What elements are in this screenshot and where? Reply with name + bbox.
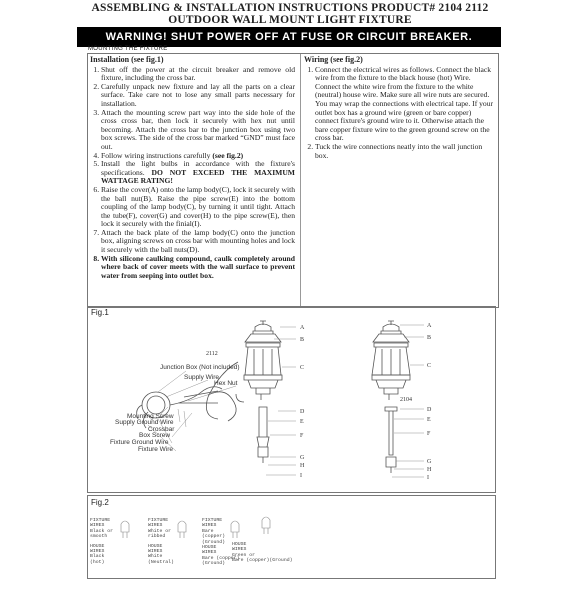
callout-label: Supply Ground Wire (115, 419, 174, 426)
part-letter: A (300, 325, 305, 331)
wire-text: (Ground) (202, 561, 226, 567)
wire-text: WIRES (232, 547, 247, 553)
wire-text: WIRES (202, 550, 217, 556)
installation-step: 3. Attach the mounting screw part way into the side hole of the cross cross bar, then lock it securely with hex nut until becoming. Attach the cross bar to the junction box using two box screws. The side of the cross bar marked “GND” must face out. (101, 109, 295, 152)
part-letter: E (427, 417, 431, 423)
part-letter: I (300, 473, 302, 479)
wire-text: FIXTURE (148, 518, 169, 523)
wire-text: Bare (202, 528, 214, 534)
wiring-step: 2. Tuck the wire connections neatly into the wall junction box. (315, 143, 494, 160)
wire-text: White or (148, 528, 172, 534)
installation-step: 7. Attach the back plate of the lamp body(C) onto the junction box, aligning screws on cross bar with mounting holes and lock it securely with the ball nuts(D). (101, 229, 295, 255)
step-text: Install the light bulbs in accordance with the fixture's specifications. (101, 159, 295, 177)
wiring-steps (304, 66, 494, 161)
part-letters-left (300, 325, 305, 479)
part-letter: G (427, 459, 432, 465)
part-letters-right (427, 323, 432, 481)
part-letter: A (427, 323, 432, 329)
wire-text: WIRES (202, 523, 217, 529)
callout-label: Junction Box (Not included) (160, 364, 240, 371)
part-letter: G (300, 455, 305, 461)
figure-2 (87, 495, 496, 579)
model-2104-label: 2104 (400, 397, 412, 403)
wire-text: ribbed (148, 534, 166, 540)
wire-text: (copper) (202, 534, 226, 540)
wire-text: (Neutral) (148, 559, 174, 565)
part-letter: H (300, 463, 305, 469)
callout-label: Fixture Wire (138, 446, 174, 453)
wire-text: WIRES (90, 523, 105, 529)
callout-label: Box Screw (139, 432, 171, 439)
installation-step: 6. Raise the cover(A) onto the lamp body(C), lock it securely with the ball nut(B). Raise the pipe screw(E) into the bottom coupling of the lamp body(C), by turning it until tight. Attach the tube(F), cover(G) and cover(H) to the pipe screw(E), then lock it securely with the finial(I). (101, 186, 295, 229)
wire-text: WIRES (90, 549, 105, 555)
part-letter: D (300, 409, 305, 415)
wire-text: FIXTURE (90, 518, 111, 523)
wire-text: Black (90, 554, 105, 560)
wire-text: smooth (90, 534, 108, 540)
figure-1-label: Fig.1 (91, 308, 109, 317)
step-emphasis: DO NOT EXCEED THE MAXIMUM WATTAGE RATING! (101, 167, 295, 186)
wire-text: Bare (copper)(Ground) (232, 558, 293, 564)
wire-text: Green or (232, 552, 256, 558)
wire-text: HOUSE (90, 543, 105, 549)
wiring-heading: Wiring (see fig.2) (304, 55, 363, 64)
callout-label: Fixture Ground Wire (110, 439, 169, 446)
wire-nut-icon (231, 521, 239, 538)
installation-column (90, 56, 295, 280)
wire-text: WIRES (148, 523, 163, 529)
wire-nut-icon (121, 521, 129, 538)
installation-heading: Installation (see fig.1) (90, 55, 164, 64)
callout-label: Supply Wire (184, 374, 220, 381)
wire-text: HOUSE (202, 545, 217, 551)
step-text: Follow wiring instructions carefully (101, 150, 213, 160)
wire-nut-icon (262, 517, 270, 534)
wire-nut-icons (88, 496, 495, 578)
instructions-box (87, 53, 499, 308)
part-letter: B (300, 337, 305, 343)
document-subtitle: OUTDOOR WALL MOUNT LIGHT FIXTURE (168, 14, 412, 26)
figure-1 (87, 306, 496, 493)
wire-text: FIXTURE (202, 518, 223, 523)
callout-label: Crossbar (148, 426, 175, 433)
callout-label: Mounting Screw (127, 413, 174, 420)
wire-text: White (148, 554, 163, 560)
warning-text: WARNING! SHUT POWER OFF AT FUSE OR CIRCUIT BREAKER. (105, 31, 473, 43)
warning-banner (77, 27, 501, 47)
wiring-step: 1. Connect the electrical wires as follows. Connect the black wire from the fixture to the black house (hot) Wire. Connect the white wire from the fixture to the white (neutral) house wire. Make sure all wire nuts are secured. You may wrap the connections with electrical tape. If your outlet box has a ground wire (green or bare copper) connect fixture's ground wire to it. Otherwise attach the bare copper fixture wire to the green ground screw on the cross bar. (315, 66, 494, 143)
installation-step (101, 160, 295, 186)
figure-1-drawing (88, 307, 495, 492)
wire-text: (hot) (90, 559, 105, 565)
installation-step: 8. With silicone caulking compound, caulk completely around where back of cover meets with the wall surface to prevent water from seeping into outlet box. (101, 255, 295, 281)
wire-text: WIRES (148, 549, 163, 555)
column-divider (300, 54, 301, 307)
part-letter: F (427, 431, 431, 437)
model-2112-label: 2112 (206, 351, 218, 357)
wire-text: Black or (90, 528, 114, 534)
wire-text: (Ground) (202, 539, 226, 545)
wire-text: Bare (copper) (202, 555, 240, 561)
part-letter: H (427, 467, 432, 473)
wire-text: HOUSE (232, 542, 247, 547)
figure-2-label: Fig.2 (91, 498, 109, 507)
section-label: MOUNTING THE FIXTURE (88, 46, 168, 52)
part-letter: C (300, 365, 305, 371)
part-letter: C (427, 363, 432, 369)
part-letter: B (427, 335, 432, 341)
installation-step: 2. Carefully unpack new fixture and lay all the parts on a clear surface. Take care not to lose any small parts necessary for installation. (101, 83, 295, 109)
part-letter: D (427, 407, 432, 413)
installation-step: 1. Shut off the power at the circuit breaker and remove old fixture, including the cross bar. (101, 66, 295, 83)
part-letter: I (427, 475, 429, 481)
wiring-column (304, 56, 494, 160)
document-title: ASSEMBLING & INSTALLATION INSTRUCTIONS PRODUCT# 2104 2112 (91, 2, 489, 14)
wire-nut-icon (178, 521, 186, 538)
callout-label: Hex Nut (214, 380, 238, 387)
wire-text: HOUSE (148, 543, 163, 549)
step-emphasis: (see fig.2) (212, 150, 244, 160)
installation-steps (90, 66, 295, 281)
part-letter: F (300, 433, 304, 439)
part-letter: E (300, 419, 304, 425)
